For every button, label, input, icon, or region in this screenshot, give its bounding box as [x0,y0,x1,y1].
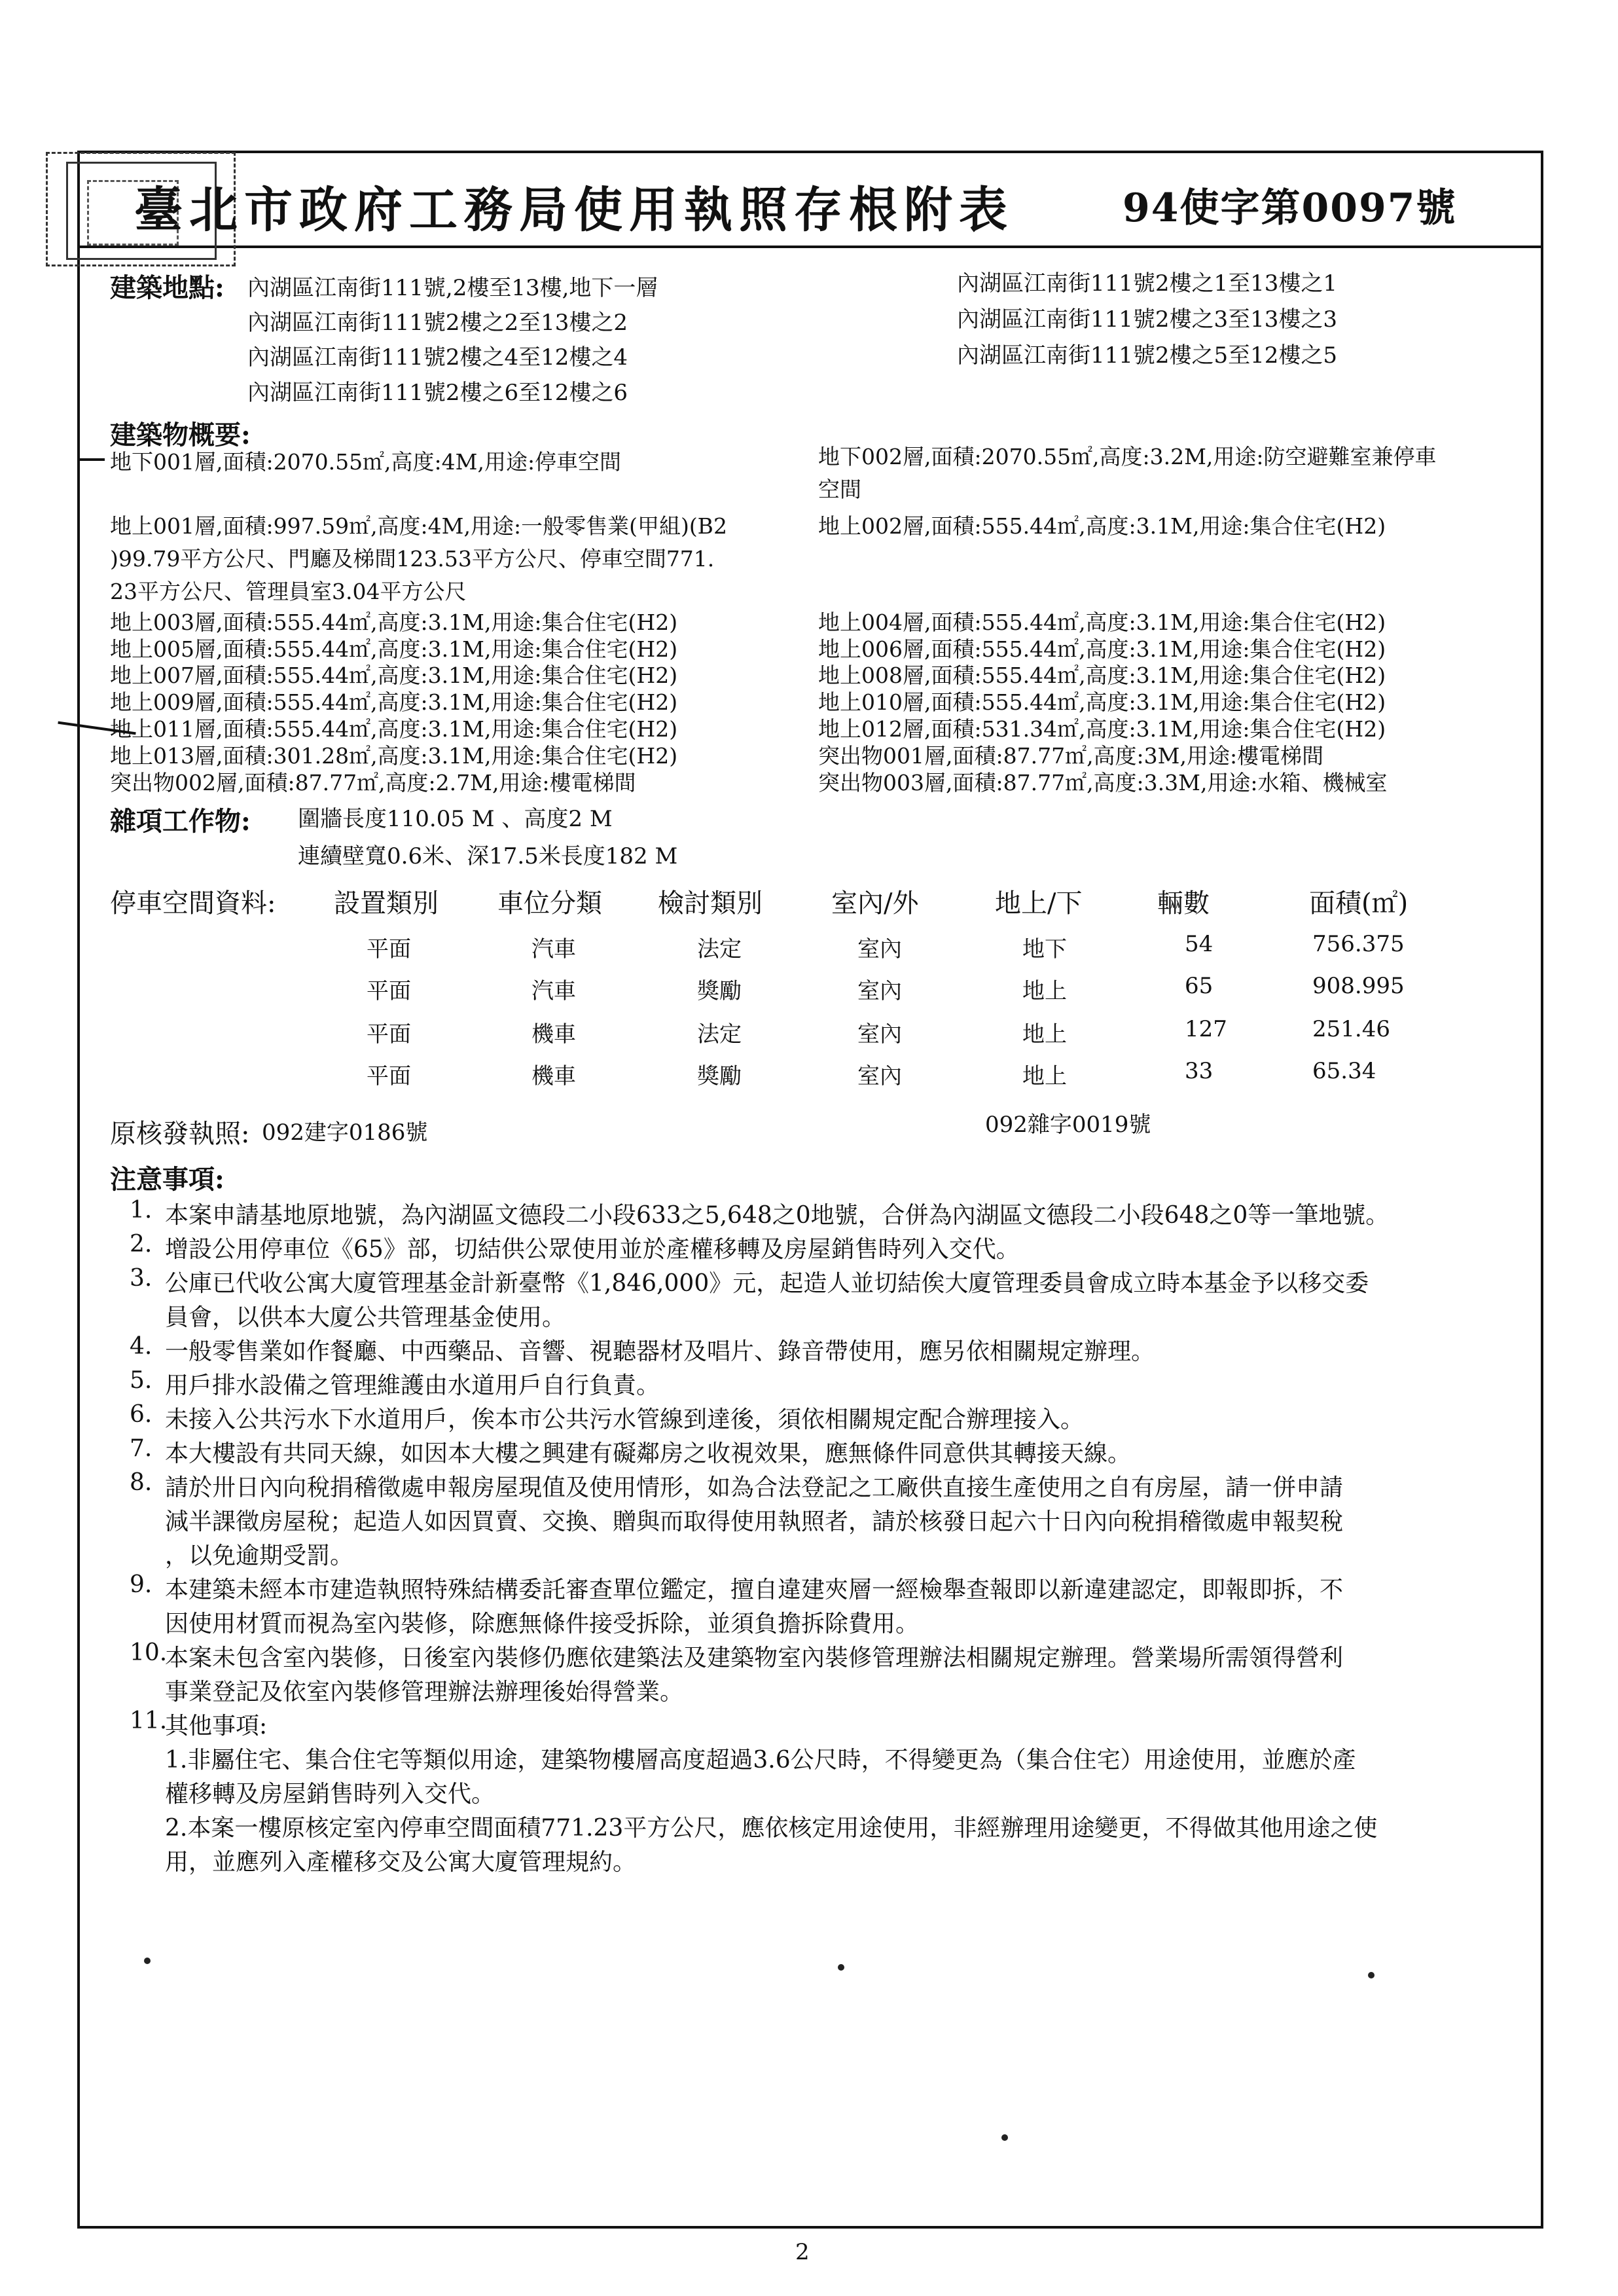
parking-label: 停車空間資料: [110,888,276,919]
parking-header-indoor: 室內/外 [831,888,919,919]
floor-right-4: 地上010層,面積:555.44㎡,高度:3.1M,用途:集合住宅(H2) [818,689,1386,715]
floor-right-6: 突出物001層,面積:87.77㎡,高度:3M,用途:樓電梯間 [818,743,1324,769]
floor-left-5: 地上011層,面積:555.44㎡,高度:3.1M,用途:集合住宅(H2) [110,716,678,742]
floor-b1: 地下001層,面積:2070.55㎡,高度:4M,用途:停車空間 [110,449,622,475]
floor-right-2: 地上006層,面積:555.44㎡,高度:3.1M,用途:集合住宅(H2) [818,636,1386,662]
parking-cell: 127 [1185,1016,1227,1042]
note-number: 1. [130,1197,153,1224]
floor-1-line1: 地上001層,面積:997.59㎡,高度:4M,用途:一般零售業(甲組)(B2 [110,513,727,539]
parking-cell: 室內 [857,978,902,1004]
note-number: 10. [130,1639,168,1666]
note-text: 因使用材質而視為室內裝修，除應無條件接受拆除，並須負擔拆除費用。 [165,1611,920,1637]
note-text: 用，並應列入產權移交及公寓大廈管理規約。 [165,1849,637,1876]
overview-label: 建築物概要: [110,420,251,450]
floor-left-3: 地上007層,面積:555.44㎡,高度:3.1M,用途:集合住宅(H2) [110,663,678,688]
floor-right-3: 地上008層,面積:555.44㎡,高度:3.1M,用途:集合住宅(H2) [818,663,1386,688]
scan-speck [144,1958,151,1964]
note-text: 2.本案一樓原核定室內停車空間面積771.23平方公尺，應依核定用途使用，非經辦理用途變更，不得做其他用途之使 [165,1815,1378,1842]
parking-cell: 汽車 [531,936,576,962]
original-permit-label: 原核發執照: [110,1119,250,1149]
address-right-2: 內湖區江南街111號2樓之3至13樓之3 [957,306,1338,333]
note-number: 4. [130,1333,153,1360]
parking-header-count: 輛數 [1157,888,1210,919]
floor-b2: 地下002層,面積:2070.55㎡,高度:3.2M,用途:防空避難室兼停車 [818,444,1437,469]
parking-cell: 平面 [367,1021,411,1048]
note-text: 員會，以供本大廈公共管理基金使用。 [165,1304,566,1331]
scan-speck [1001,2134,1008,2141]
parking-cell: 65.34 [1312,1058,1376,1084]
floor-left-2: 地上005層,面積:555.44㎡,高度:3.1M,用途:集合住宅(H2) [110,636,678,662]
floor-right-5: 地上012層,面積:531.34㎡,高度:3.1M,用途:集合住宅(H2) [818,716,1386,742]
parking-cell: 機車 [531,1063,576,1089]
parking-cell: 室內 [857,1063,902,1089]
misc-works-line1: 圍牆長度110.05 M 、高度2 M [298,806,613,832]
note-number: 3. [130,1265,153,1292]
address-right-1: 內湖區江南街111號2樓之1至13樓之1 [957,270,1338,297]
floor-left-1: 地上003層,面積:555.44㎡,高度:3.1M,用途:集合住宅(H2) [110,610,678,635]
note-number: 7. [130,1435,153,1462]
note-number: 5. [130,1367,153,1394]
floor-left-7: 突出物002層,面積:87.77㎡,高度:2.7M,用途:樓電梯間 [110,770,636,795]
note-text: 本建築未經本市建造執照特殊結構委託審查單位鑑定，擅自違建夾層一經檢舉查報即以新違建認定，即報即拆，不 [165,1576,1344,1603]
note-text: 其他事項: [165,1713,268,1740]
note-text: 增設公用停車位《65》部，切結供公眾使用並於產權移轉及房屋銷售時列入交代。 [165,1236,1020,1263]
address-label: 建築地點: [110,272,225,303]
parking-header-review: 檢討類別 [658,888,763,919]
floor-right-1: 地上004層,面積:555.44㎡,高度:3.1M,用途:集合住宅(H2) [818,610,1386,635]
note-text: 本案申請基地原地號，為內湖區文德段二小段633之5,648之0地號，合併為內湖區文德段二小段648之0等一筆地號。 [165,1202,1390,1229]
floor-1-line2: )99.79平方公尺、門廳及梯間123.53平方公尺、停車空間771. [110,546,715,572]
misc-works-label: 雜項工作物: [110,806,251,837]
parking-header-area: 面積(㎡) [1309,888,1409,919]
parking-cell: 54 [1185,931,1214,957]
address-left-4: 內湖區江南街111號2樓之6至12樓之6 [247,380,628,406]
parking-cell: 平面 [367,1063,411,1089]
parking-header-class: 車位分類 [497,888,602,919]
note-text: 未接入公共污水下水道用戶，俟本市公共污水管線到達後，須依相關規定配合辦理接入。 [165,1406,1085,1433]
scan-speck [1368,1972,1375,1978]
address-left-3: 內湖區江南街111號2樓之4至12樓之4 [247,344,628,371]
original-permit-value-2: 092雜字0019號 [985,1112,1151,1138]
note-text: 公庫已代收公寓大廈管理基金計新臺幣《1,846,000》元，起造人並切結俟大廈管理委員會成立時本基金予以移交委 [165,1270,1369,1297]
note-number: 6. [130,1401,153,1428]
note-number: 2. [130,1231,153,1258]
parking-cell: 756.375 [1312,931,1405,957]
scan-speck [838,1964,844,1971]
note-text: 減半課徵房屋稅；起造人如因買賣、交換、贈與而取得使用執照者，請於核發日起六十日內向稅捐稽徵處申報契稅 [165,1508,1344,1535]
parking-cell: 908.995 [1312,973,1405,999]
parking-cell: 室內 [857,1021,902,1048]
address-left-2: 內湖區江南街111號2樓之2至13樓之2 [247,310,628,336]
parking-cell: 法定 [697,936,742,962]
parking-cell: 法定 [697,1021,742,1048]
note-text: 事業登記及依室內裝修管理辦法辦理後始得營業。 [165,1679,684,1705]
floor-1-line3: 23平方公尺、管理員室3.04平方公尺 [110,579,467,604]
note-number: 8. [130,1469,153,1496]
parking-cell: 地上 [1022,1063,1067,1089]
original-permit-value: 092建字0186號 [262,1120,428,1146]
parking-cell: 獎勵 [697,978,742,1004]
parking-cell: 室內 [857,936,902,962]
floor-2: 地上002層,面積:555.44㎡,高度:3.1M,用途:集合住宅(H2) [818,513,1386,539]
page-number: 2 [795,2239,810,2265]
note-text: 請於卅日內向稅捐稽徵處申報房屋現值及使用情形，如為合法登記之工廠供直接生產使用之自有房屋，請一併申請 [165,1474,1344,1501]
parking-cell: 汽車 [531,978,576,1004]
parking-cell: 33 [1185,1058,1214,1084]
note-text: 本大樓設有共同天線，如因本大樓之興建有礙鄰房之收視效果，應無條件同意供其轉接天線。 [165,1440,1132,1467]
parking-cell: 251.46 [1312,1016,1390,1042]
note-text: 一般零售業如作餐廳、中西藥品、音響、視聽器材及唱片、錄音帶使用，應另依相關規定辦理。 [165,1338,1155,1365]
floor-b2-cont: 空間 [818,477,861,502]
document-number: 94使字第0097號 [1123,185,1457,231]
address-left-1: 內湖區江南街111號,2樓至13樓,地下一層 [247,275,658,301]
parking-cell: 65 [1185,973,1214,999]
document-title: 臺北市政府工務局使用執照存根附表 [134,182,1014,238]
note-number: 9. [130,1571,153,1598]
parking-cell: 地上 [1022,1021,1067,1048]
floor-left-4: 地上009層,面積:555.44㎡,高度:3.1M,用途:集合住宅(H2) [110,689,678,715]
parking-cell: 地下 [1022,936,1067,962]
hand-tick-mark [79,458,105,461]
notes-label: 注意事項: [110,1164,225,1195]
parking-header-level: 地上/下 [995,888,1083,919]
parking-cell: 平面 [367,978,411,1004]
floor-left-6: 地上013層,面積:301.28㎡,高度:3.1M,用途:集合住宅(H2) [110,743,678,769]
parking-cell: 機車 [531,1021,576,1048]
note-text: 用戶排水設備之管理維護由水道用戶自行負責。 [165,1372,660,1399]
note-text: ，以免逾期受罰。 [165,1542,354,1569]
title-divider [77,246,1543,248]
parking-cell: 平面 [367,936,411,962]
address-right-3: 內湖區江南街111號2樓之5至12樓之5 [957,342,1338,369]
note-text: 本案未包含室內裝修，日後室內裝修仍應依建築法及建築物室內裝修管理辦法相關規定辦理。營業場所需領得營利 [165,1645,1344,1671]
note-text: 1.非屬住宅、集合住宅等類似用途，建築物樓層高度超過3.6公尺時，不得變更為（集合住宅）用途使用，並應於產 [165,1747,1356,1774]
note-number: 11. [130,1707,168,1734]
floor-right-7: 突出物003層,面積:87.77㎡,高度:3.3M,用途:水箱、機械室 [818,770,1388,795]
misc-works-line2: 連續壁寬0.6米、深17.5米長度182 M [298,843,678,869]
parking-header-type: 設置類別 [334,888,439,919]
note-text: 權移轉及房屋銷售時列入交代。 [165,1781,495,1808]
parking-cell: 地上 [1022,978,1067,1004]
parking-cell: 獎勵 [697,1063,742,1089]
